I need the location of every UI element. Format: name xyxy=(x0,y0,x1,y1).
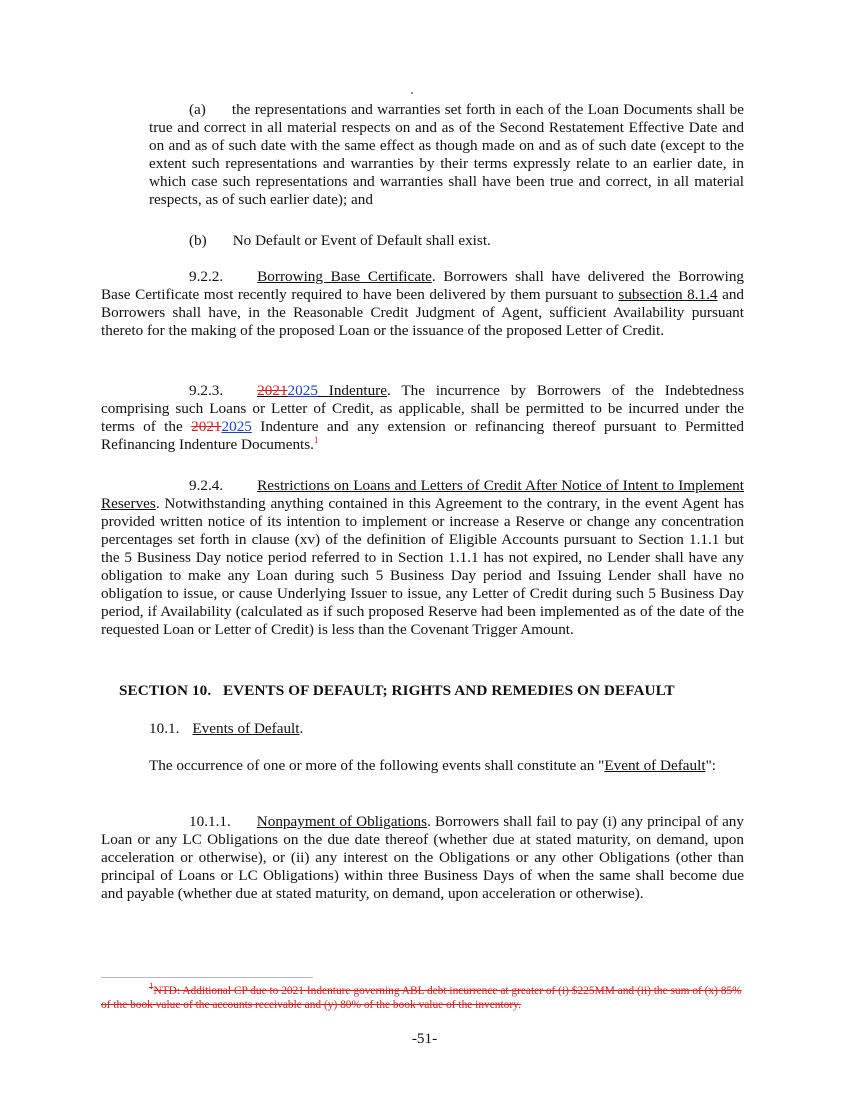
events-of-default-intro: The occurrence of one or more of the following events shall constitute an "Event of Default": xyxy=(149,757,716,774)
footnote-reference[interactable]: 1 xyxy=(313,434,319,445)
clause-a xyxy=(149,101,744,209)
inserted-text: 2025 xyxy=(287,382,318,399)
section-9-2-2: 9.2.2. Borrowing Base Certificate. Borrowers shall have delivered the Borrowing Base Certificate most recently required to have been delivered by them pursuant to subsection 8.1.4 and Borrowers shall have, in the Reasonable Credit Judgment of Agent, sufficient Availability pursuant thereto for the making of the proposed Loan or the issuance of the proposed Letter of Credit. xyxy=(101,268,745,339)
footnote xyxy=(101,981,744,1012)
footnote-separator xyxy=(101,977,313,978)
deleted-text: 2021 xyxy=(257,382,288,399)
section-9-2-4: 9.2.4. Restrictions on Loans and Letters of Credit After Notice of Intent to Implement Reserves. Notwithstanding anything contained in this Agreement to the contrary, in the event Agent has provided written notice of its intention to implement or increase a Reserve or change any concentration percentages set forth in clause (xv) of the definition of Eligible Accounts pursuant to Section 1.1.1 but the 5 Business Day notice period referred to in Section 1.1.1 has not expired, no Lender shall have any obligation to make any Loan during such 5 Business Day period and Issuing Lender shall have no obligation to issue, or cause Underlying Issuer to issue, any Letter of Credit during such 5 Business Day period, if Availability (calculated as if such proposed Reserve had been implemented as of the date of the requested Loan or Letter of Credit) is less than the Covenant Trigger Amount. xyxy=(101,477,744,638)
section-title: Borrowing Base Certificate xyxy=(257,268,432,285)
defined-term: Event of Default xyxy=(604,757,706,774)
stray-mark xyxy=(411,92,413,94)
section-number: 10.1. xyxy=(149,720,180,737)
section-9-2-3: 9.2.3. 20212025 Indenture. The incurrence by Borrowers of the Indebtedness comprising such Loans or Letter of Credit, as applicable, shall be permitted to be incurred under the terms of the 20212025 Indenture and any extension or refinancing thereof pursuant to Permitted Refinancing Indenture Documents.$^1$ xyxy=(101,382,745,453)
section-10-heading: SECTION 10. EVENTS OF DEFAULT; RIGHTS AND REMEDIES ON DEFAULT xyxy=(119,682,675,699)
deleted-text: 2021 xyxy=(191,418,222,435)
footnote-marker: 1 xyxy=(149,981,154,992)
subsection-reference-link[interactable]: subsection 8.1.4 xyxy=(618,286,718,303)
clause-b-label: (b) xyxy=(189,232,207,249)
clause-b-text: No Default or Event of Default shall exist. xyxy=(232,232,491,249)
section-title: Indenture xyxy=(317,382,387,399)
section-title: Nonpayment of Obligations xyxy=(256,813,428,830)
section-number: 10.1.1. xyxy=(189,813,231,830)
inserted-text: 2025 xyxy=(221,418,252,435)
clause-a-label: (a) xyxy=(189,101,206,118)
section-number: 9.2.3. xyxy=(189,382,224,399)
page-number: -51- xyxy=(411,1030,438,1047)
clause-b xyxy=(189,232,491,250)
clause-a-text: the representations and warranties set forth in each of the Loan Documents shall be true and correct in all material respects on and as of the Second Restatement Effective Date and on and as of such date with the same effect as though made on and as of such date (except to the extent such representations and warranties by their terms expressly relate to an earlier date, in which case such representations and warranties shall have been true and correct, in all material respects, as of such earlier date); and xyxy=(149,101,744,208)
section-number: 9.2.2. xyxy=(189,268,224,285)
section-10-1-1: 10.1.1. Nonpayment of Obligations. Borrowers shall fail to pay (i) any principal of any Loan or any LC Obligations on the due date thereof (whether due at stated maturity, on demand, upon acceleration or otherwise), or (ii) any interest on the Obligations or any other Obligations (other than principal of Loans or LC Obligations) within three Business Days of when the same shall become due and payable (whether due at stated maturity, on demand, upon acceleration or otherwise). xyxy=(101,813,744,902)
section-title: Restrictions on Loans and Letters of Credit After Notice of Intent to Implement Reserves xyxy=(101,477,744,512)
footnote-text: NTD: Additional CP due to 2021 Indenture governing ABL debt incurrence at greater of (i) $225MM and (ii) the sum of (x) 85% of the book value of the accounts receivable and (y) 80% of the book value of the inventory. xyxy=(101,985,742,1011)
section-title: Events of Default xyxy=(192,720,300,737)
section-10-1: 10.1. Events of Default. xyxy=(149,720,304,737)
section-number: 9.2.4. xyxy=(189,477,224,494)
